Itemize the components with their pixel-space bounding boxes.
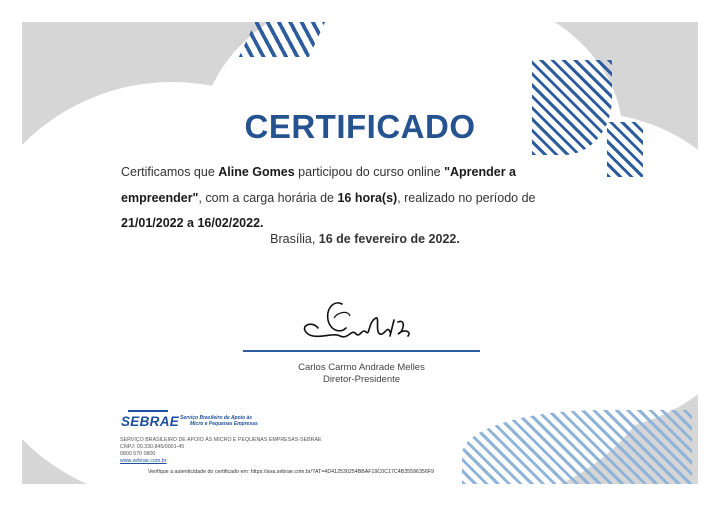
course-name: "Aprender a empreender"	[121, 165, 517, 205]
course-hours: 16 hora(s)	[337, 190, 398, 205]
signature-line	[243, 350, 480, 352]
certificate-title: CERTIFICADO	[244, 108, 476, 145]
footer-phone: 0800 570 0800	[120, 451, 156, 457]
logo-wordmark: SEBRAE	[121, 414, 180, 429]
statement-text: Certificamos que	[121, 165, 219, 179]
statement-text: , com a carga horária de	[198, 190, 338, 205]
footer-org: SERVIÇO BRASILEIRO DE APOIO ÀS MICRO E PEQUENAS EMPRESAS-SEBRAE	[120, 437, 322, 443]
participant-name: Aline Gomes	[218, 165, 295, 179]
signature-image	[290, 298, 430, 346]
verification-text: Verifique a autenticidade do certificado em: https://ava.sebrae.com.br/?AT=4D412530254BBAF19C0C17C4B35596356F9	[148, 469, 434, 475]
place-text: Brasília,	[270, 232, 319, 246]
issue-date: 16 de fevereiro de 2022.	[318, 232, 460, 246]
signer-name: Carlos Carmo Andrade Melles	[298, 362, 425, 373]
place-date	[0, 232, 720, 246]
signer-role: Diretor-Presidente	[322, 374, 401, 385]
footer-info	[120, 437, 322, 465]
logo-tagline	[180, 415, 270, 427]
footer-website-link[interactable]: www.sebrae.com.br	[120, 458, 167, 464]
statement-text: participou do curso online	[294, 165, 445, 179]
course-period: 21/01/2022 a 16/02/2022.	[121, 216, 264, 230]
logo-tagline-line: Micro e Pequenas Empresas	[190, 421, 258, 427]
statement-text: , realizado no período de	[397, 190, 536, 205]
certificate-statement	[121, 160, 551, 237]
footer-cnpj: CNPJ: 00.330.845/0001-45	[120, 444, 185, 450]
logo-tagline-line: Serviço Brasileiro de Apoio às	[180, 415, 253, 421]
